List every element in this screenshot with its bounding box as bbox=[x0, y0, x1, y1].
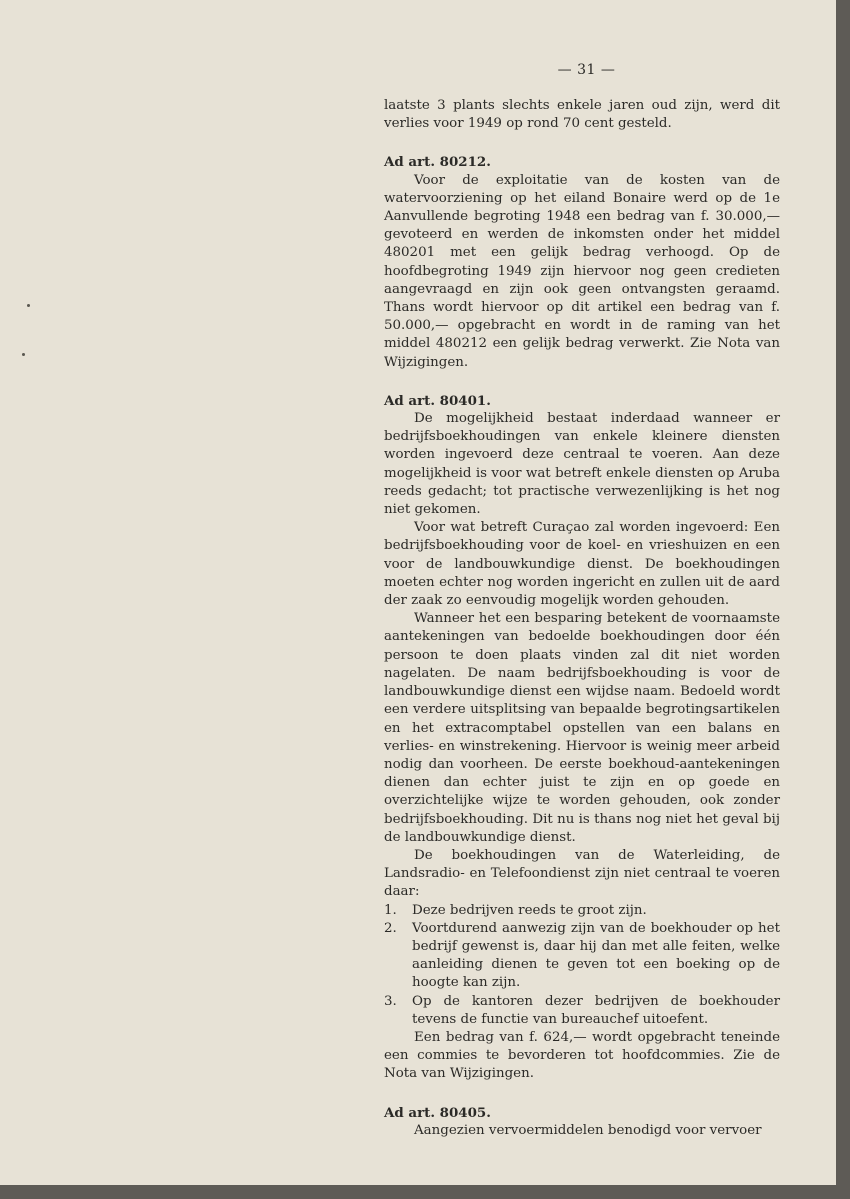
intro-paragraph: laatste 3 plants slechts enkele jaren oud zijn, werd dit verlies voor 1949 op rond 70 cent gesteld. bbox=[384, 98, 780, 132]
paragraph-80405-1: Aangezien vervoermiddelen benodigd voor vervoer bbox=[414, 1122, 762, 1138]
list-item bbox=[384, 993, 780, 1029]
section-heading-80405: Ad art. 80405. bbox=[384, 1104, 491, 1121]
list-number: 3. bbox=[384, 993, 397, 1009]
paragraph-80212-1: Voor de exploitatie van de kosten van de watervoorziening op het eiland Bonaire werd op de 1e Aanvullende begroting 1948 een bedrag van f. 30.000,— gevoteerd en werden de inkomsten onder het middel 480201 met een gelijk bedrag verhoogd. Op de hoofdbegroting 1949 zijn hiervoor nog geen credieten aangevraagd en zijn ook geen ontvangsten geraamd. Thans wordt hiervoor op dit artikel een bedrag van f. 50.000,— opgebracht en wordt in de raming van het middel 480212 een gelijk bedrag verwerkt. Zie Nota van Wijzigingen. bbox=[384, 172, 780, 370]
paragraph-80401-4: De boekhoudingen van de Waterleiding, de Landsradio- en Telefoondienst zijn niet centraal te voeren daar: bbox=[384, 847, 780, 900]
list-number: 1. bbox=[384, 902, 397, 918]
paragraph-80401-1: De mogelijkheid bestaat inderdaad wanneer er bedrijfsboekhoudingen van enkele kleinere diensten worden ingevoerd deze centraal te voeren. Aan deze mogelijkheid is voor wat betreft enkele diensten op Aruba reeds gedacht; tot practische verwezenlijking is het nog niet gekomen. bbox=[384, 411, 780, 518]
paragraph-80401-2: Voor wat betreft Curaçao zal worden ingevoerd: Een bedrijfsboekhouding voor de koel- en vrieshuizen en een voor de landbouwkundige dienst. De boekhoudingen moeten echter nog worden ingericht en zullen uit de aard der zaak zo eenvoudig mogelijk worden gehouden. bbox=[384, 520, 780, 609]
list-number: 2. bbox=[384, 920, 397, 936]
section-heading-80212: Ad art. 80212. bbox=[384, 154, 491, 171]
list-text: Voortdurend aanwezig zijn van de boekhouder op het bedrijf gewenst is, daar hij dan met alle feiten, welke aanleiding dienen te geven tot een boeking op de hoogte kan zijn. bbox=[412, 920, 780, 991]
list-text: Deze bedrijven reeds te groot zijn. bbox=[412, 902, 647, 918]
document-body bbox=[384, 97, 780, 1140]
scan-border-right bbox=[836, 0, 850, 1199]
paper-speck bbox=[22, 353, 25, 356]
section-heading-80401: Ad art. 80401. bbox=[384, 392, 491, 409]
paragraph-80401-5: Een bedrag van f. 624,— wordt opgebracht teneinde een commies te bevorderen tot hoofdcommies. Zie de Nota van Wijzigingen. bbox=[384, 1029, 780, 1082]
paragraph-80401-3: Wanneer het een besparing betekent de voornaamste aantekeningen van bedoelde boekhoudingen door één persoon te doen plaats vinden zal dit niet worden nagelaten. De naam bedrijfsboekhouding is voor de landbouwkundige dienst een wijdse naam. Bedoeld wordt een verdere uitsplitsing van bepaalde begrotingsartikelen en het extracomptabel opstellen van een balans en verlies- en winstrekening. Hiervoor is weinig meer arbeid nodig dan voorheen. De eerste boekhoud-aantekeningen dienen dan echter juist te zijn en op goede en overzichtelijke wijze te worden gehouden, ook zonder bedrijfsboekhouding. Dit nu is thans nog niet het geval bij de landbouwkundige dienst. bbox=[384, 611, 780, 845]
page-number: — 31 — bbox=[557, 62, 616, 78]
paper-speck bbox=[27, 304, 30, 307]
list-item bbox=[384, 920, 780, 993]
list-text: Op de kantoren dezer bedrijven de boekhouder tevens de functie van bureauchef uitoefent. bbox=[412, 993, 780, 1027]
list-item bbox=[384, 902, 780, 920]
scan-border-bottom bbox=[0, 1185, 850, 1199]
